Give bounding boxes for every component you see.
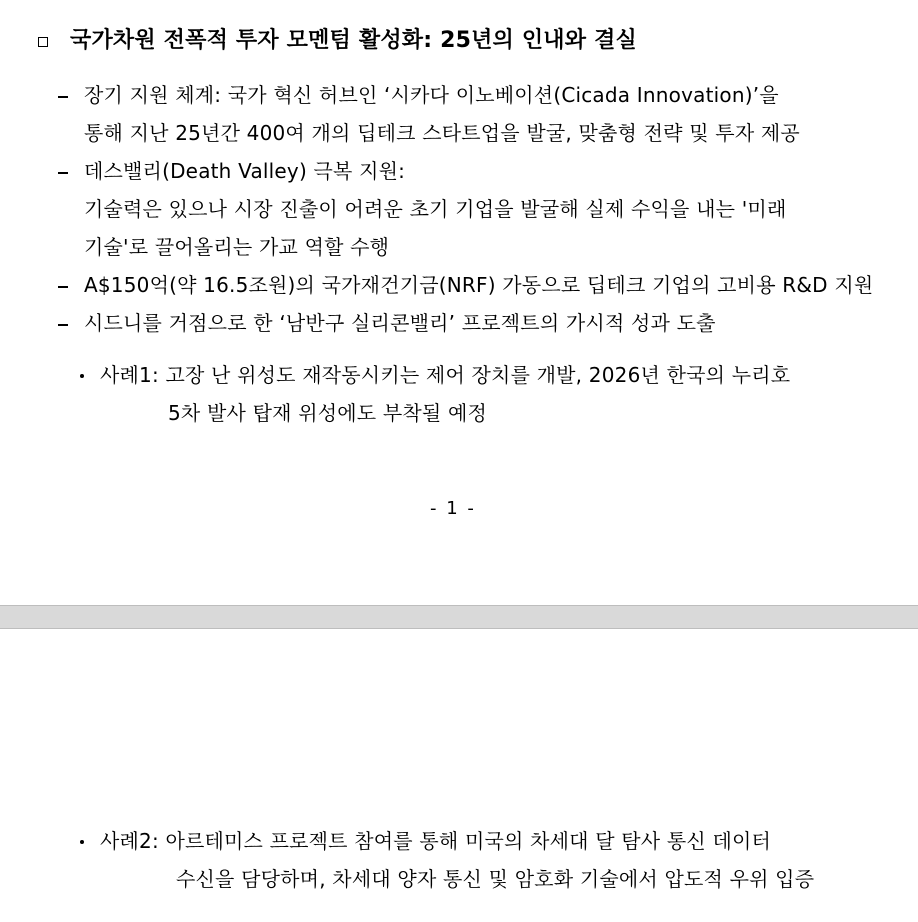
case1-line1: 사례1: 고장 난 위성도 재작동시키는 제어 장치를 개발, 2026년 한국의 누리호 <box>100 363 791 387</box>
page-separator <box>0 605 918 629</box>
bullet-long-term-support-line1: 장기 지원 체계: 국가 혁신 허브인 ‘시카다 이노베이션(Cicada Innovation)’을 <box>84 83 779 107</box>
bullet-southern-silicon-valley: 시드니를 거점으로 한 ‘남반구 실리콘밸리’ 프로젝트의 가시적 성과 도출 <box>84 311 716 335</box>
dash-bullet-icon <box>58 172 68 174</box>
case2-line2: 수신을 담당하며, 차세대 양자 통신 및 암호화 기술에서 압도적 우위 입증 <box>176 867 815 891</box>
bullet-long-term-support-line2: 통해 지난 25년간 400여 개의 딥테크 스타트업을 발굴, 맞춤형 전략 및 투자 제공 <box>84 121 800 145</box>
bullet-death-valley-line3: 기술'로 끌어올리는 가교 역할 수행 <box>84 235 390 259</box>
dash-bullet-icon <box>58 324 68 326</box>
bullet-death-valley-line1: 데스밸리(Death Valley) 극복 지원: <box>84 159 406 183</box>
case2-line1: 사례2: 아르테미스 프로젝트 참여를 통해 미국의 차세대 달 탐사 통신 데이터 <box>100 829 772 853</box>
square-bullet-icon <box>38 37 48 47</box>
section-heading: 국가차원 전폭적 투자 모멘텀 활성화: 25년의 인내와 결실 <box>70 28 637 53</box>
dot-bullet-icon <box>80 374 84 378</box>
bullet-nrf-fund: A$150억(약 16.5조원)의 국가재건기금(NRF) 가동으로 딥테크 기업의 고비용 R&D 지원 <box>84 273 874 297</box>
dash-bullet-icon <box>58 286 68 288</box>
page-number: - 1 - <box>430 498 476 519</box>
dot-bullet-icon <box>80 840 84 844</box>
case1-line2: 5차 발사 탑재 위성에도 부착될 예정 <box>168 401 487 425</box>
document-page-2 <box>0 629 918 922</box>
bullet-death-valley-line2: 기술력은 있으나 시장 진출이 어려운 초기 기업을 발굴해 실제 수익을 내는 '미래 <box>84 197 787 221</box>
dash-bullet-icon <box>58 96 68 98</box>
